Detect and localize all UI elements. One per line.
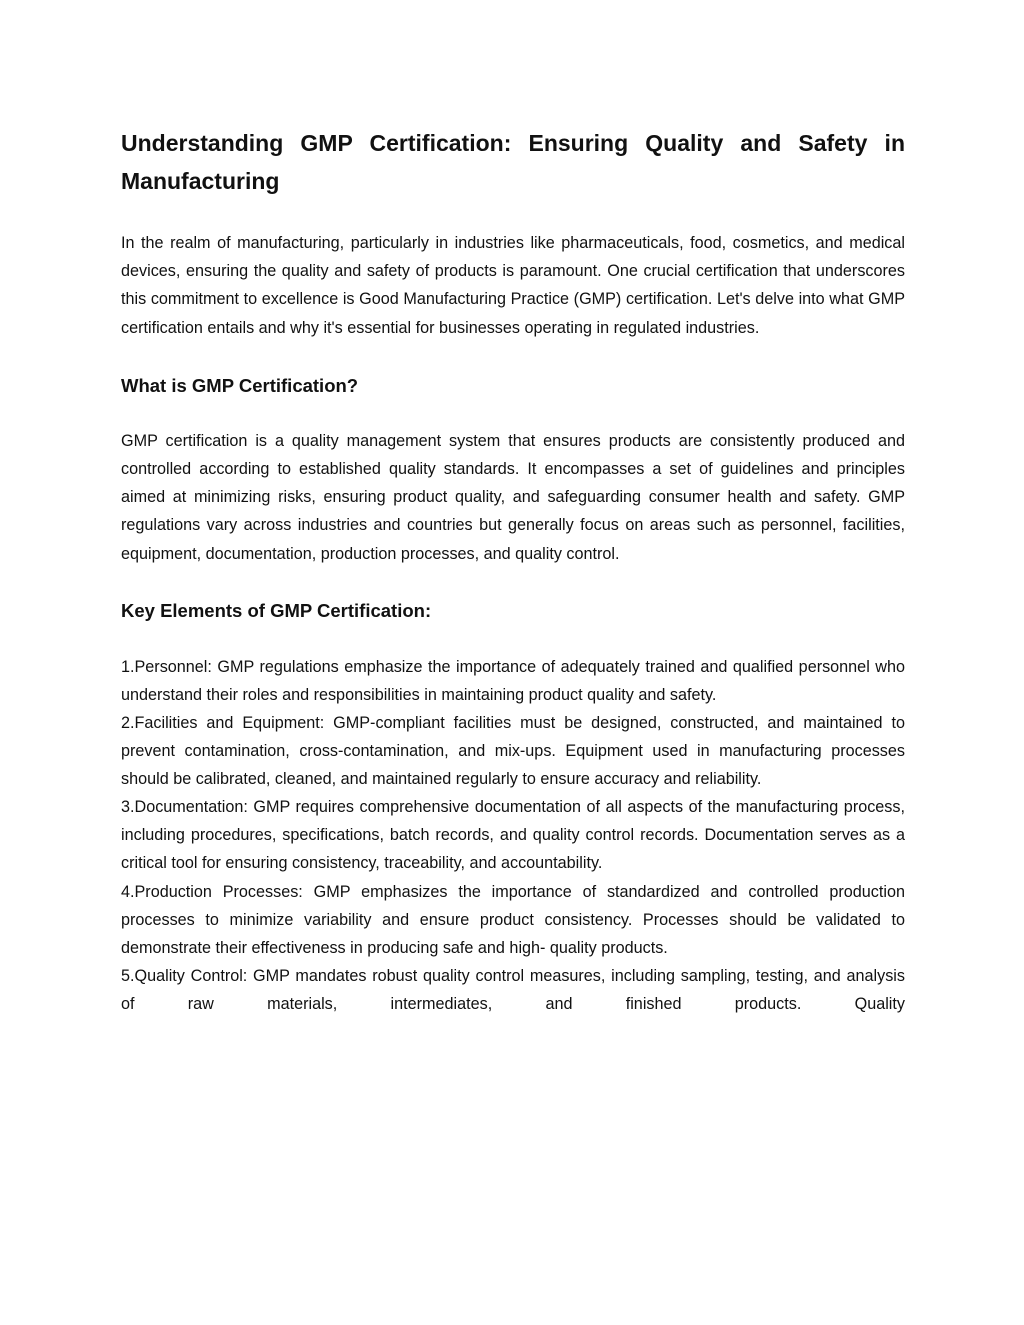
list-item: 1.Personnel: GMP regulations emphasize the importance of adequately trained and qualified personnel who understand their roles and responsibilities in maintaining product quality and safety. bbox=[121, 657, 905, 704]
section-body-what-is-gmp: GMP certification is a quality management system that ensures products are consistently produced and controlled according to established quality standards. It encompasses a set of guidelines and principles aimed at minimizing risks, ensuring product quality, and safeguarding consumer health and safety. GMP regulations vary across industries and countries but generally focus on areas such as personnel, facilities, equipment, documentation, production processes, and quality control. bbox=[121, 431, 905, 563]
list-item: 5.Quality Control: GMP mandates robust quality control measures, including sampling, testing, and analysis of raw materials, intermediates, and finished products. Quality bbox=[121, 966, 905, 1013]
intro-paragraph: In the realm of manufacturing, particularly in industries like pharmaceuticals, food, cosmetics, and medical devices, ensuring the quality and safety of products is paramount. One crucial certification that underscores this commitment to excellence is Good Manufacturing Practice (GMP) certification. Let's delve into what GMP certification entails and why it's essential for businesses operating in regulated industries. bbox=[121, 234, 905, 337]
document-title: Understanding GMP Certification: Ensuring Quality and Safety in Manufacturing bbox=[121, 130, 905, 194]
section-heading-what-is-gmp: What is GMP Certification? bbox=[121, 374, 359, 396]
section-heading-key-elements: Key Elements of GMP Certification: bbox=[121, 599, 432, 621]
key-elements-list bbox=[121, 653, 905, 1018]
document-page bbox=[121, 124, 905, 1018]
list-item: 4.Production Processes: GMP emphasizes the importance of standardized and controlled production processes to minimize variability and ensure product consistency. Processes should be validated to demonstrate their effectiveness in producing safe and high- quality products. bbox=[121, 882, 905, 957]
list-item: 3.Documentation: GMP requires comprehensive documentation of all aspects of the manufacturing process, including procedures, specifications, batch records, and quality control records. Documentation serves as a critical tool for ensuring consistency, traceability, and accountability. bbox=[121, 798, 905, 873]
list-item: 2.Facilities and Equipment: GMP-compliant facilities must be designed, constructed, and maintained to prevent contamination, cross-contamination, and mix-ups. Equipment used in manufacturing processes should be calibrated, cleaned, and maintained regularly to ensure accuracy and reliability. bbox=[121, 714, 905, 789]
